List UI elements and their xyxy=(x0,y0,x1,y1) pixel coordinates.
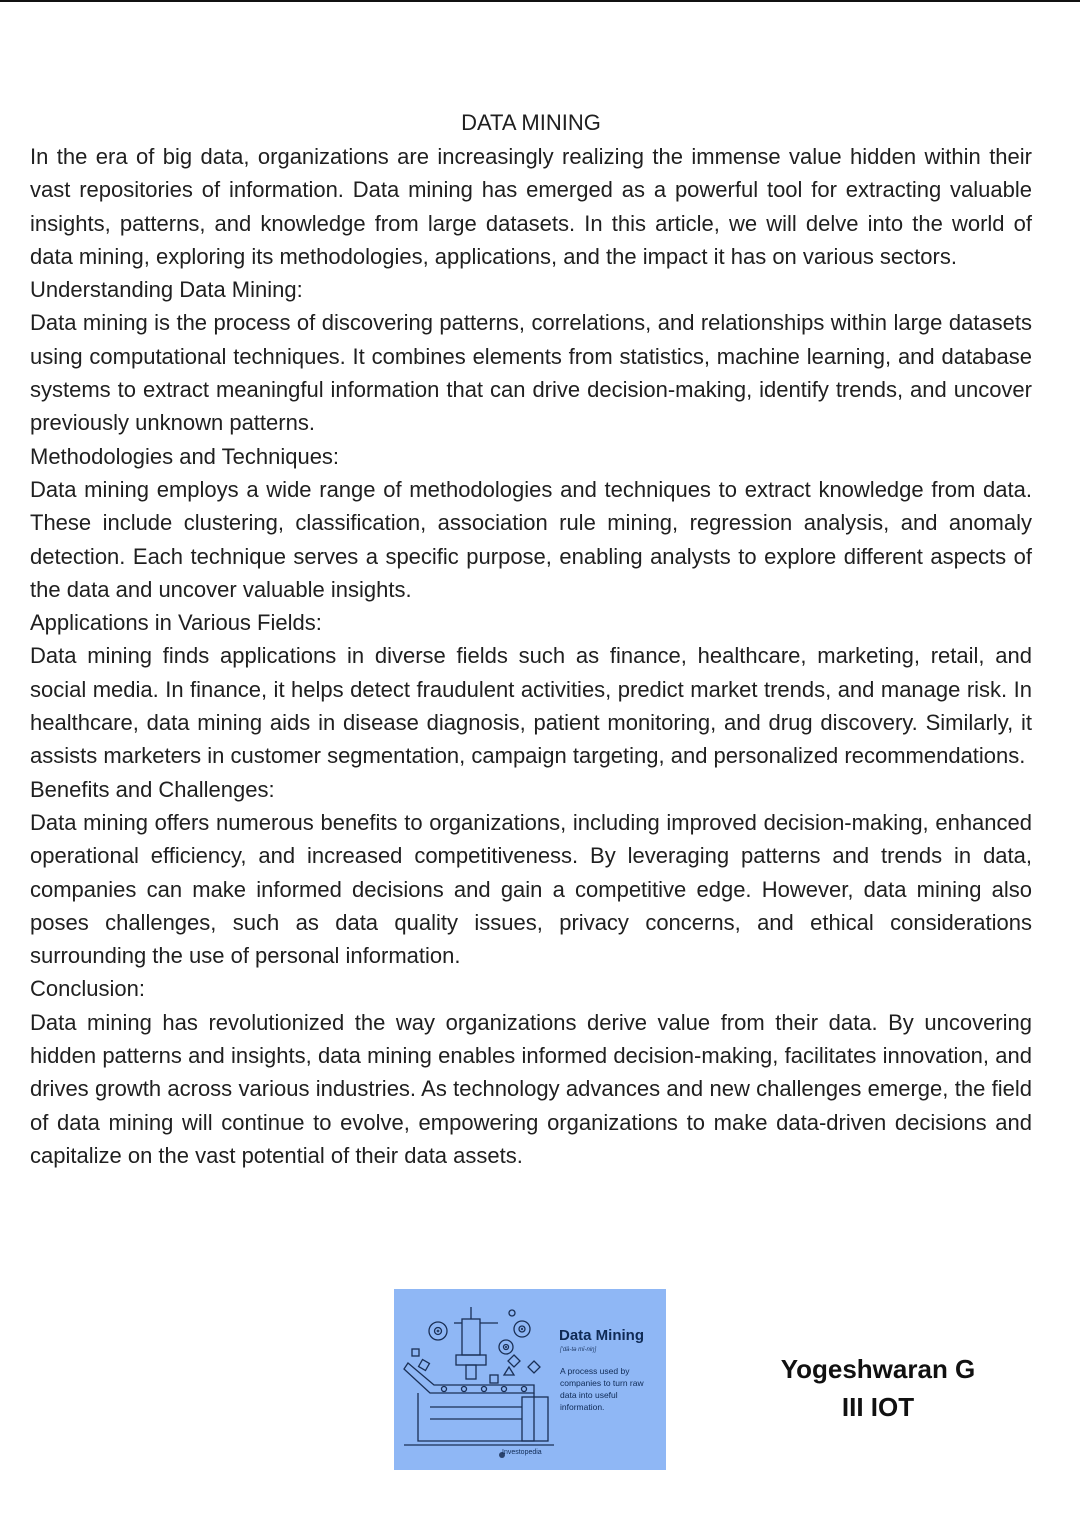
section-heading-conclusion: Conclusion: xyxy=(30,976,145,1002)
top-border-line xyxy=(0,0,1080,2)
section-heading-applications: Applications in Various Fields: xyxy=(30,610,322,636)
infographic-title: Data Mining xyxy=(559,1327,644,1344)
section-body-conclusion: Data mining has revolutionized the way organizations derive value from their data. By uncovering hidden patterns and insights, data mining enables informed decision-making, facilitates innovation, and drives growth across various industries. As technology advances and new challenges emerge, the field of data mining will continue to evolve, empowering organizations to make data-driven decisions and capitalize on the vast potential of their data assets. xyxy=(30,1009,1032,1168)
section-heading-methodologies: Methodologies and Techniques: xyxy=(30,443,340,469)
author-class: III IOT xyxy=(841,1392,915,1422)
document-title: DATA MINING xyxy=(461,110,601,135)
section-body-applications: Data mining finds applications in diverse fields such as finance, healthcare, marketing, retail, and social media. In finance, it helps detect fraudulent activities, predict market trends, and manage risk. In healthcare, data mining aids in disease diagnosis, patient monitoring, and drug discovery. Similarly, it assists marketers in customer segmentation, campaign targeting, and personalized recommendations. xyxy=(30,643,1032,769)
intro-paragraph: In the era of big data, organizations are increasingly realizing the immense value hidden within their vast repositories of information. Data mining has emerged as a powerful tool for extracting valuable insights, patterns, and knowledge from large datasets. In this article, we will delve into the world of data mining, exploring its methodologies, applications, and the impact it has on various sectors. xyxy=(30,144,1032,269)
data-mining-infographic xyxy=(394,1289,666,1470)
section-body-methodologies: Data mining employs a wide range of methodologies and techniques to extract knowledge from data. These include clustering, classification, association rule mining, regression analysis, and anomaly detection. Each technique serves a specific purpose, enabling analysts to explore different aspects of the data and uncover valuable insights. xyxy=(30,476,1032,602)
author-name: Yogeshwaran G xyxy=(780,1354,976,1384)
section-body-understanding: Data mining is the process of discovering patterns, correlations, and relationships within large datasets using computational techniques. It combines elements from statistics, machine learning, and database systems to extract meaningful information that can drive decision-making, identify trends, and uncover previously unknown patterns. xyxy=(30,310,1032,436)
document-page xyxy=(30,106,1032,1172)
section-body-benefits: Data mining offers numerous benefits to organizations, including improved decision-making, enhanced operational efficiency, and increased competitiveness. By leveraging patterns and trends in data, companies can make informed decisions and gain a competitive edge. However, data mining also poses challenges, such as data quality issues, privacy concerns, and ethical considerations surrounding the use of personal information. xyxy=(30,809,1032,969)
author-block xyxy=(760,1350,996,1426)
section-heading-understanding: Understanding Data Mining: xyxy=(30,277,303,303)
infographic-pronunciation: ['dā-tə mī-niŋ] xyxy=(560,1347,597,1353)
infographic-brand-label: Investopedia xyxy=(502,1449,542,1456)
infographic-definition: A process used by companies to turn raw data into useful information. xyxy=(560,1366,644,1412)
section-heading-benefits: Benefits and Challenges: xyxy=(30,776,275,802)
